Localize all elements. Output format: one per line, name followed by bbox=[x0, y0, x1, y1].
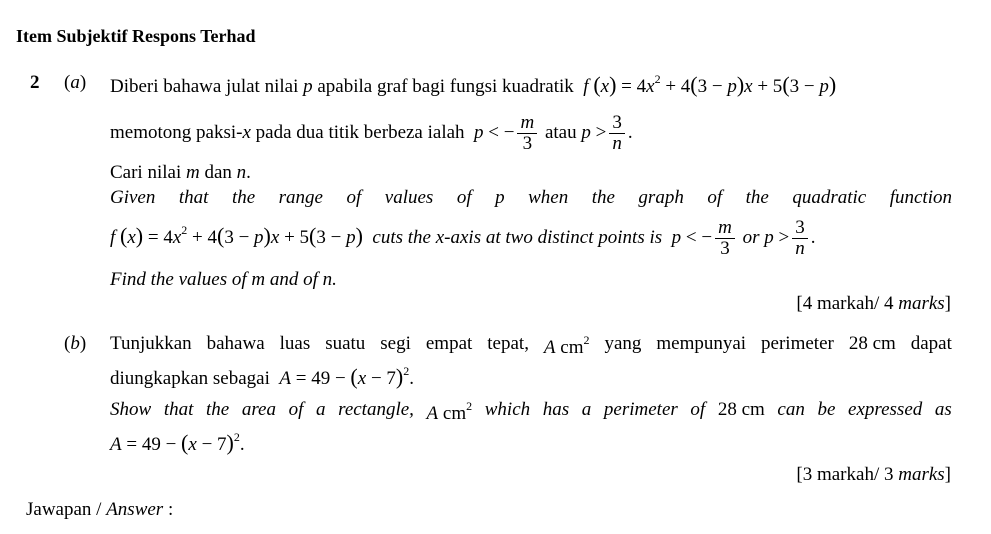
part-b-label: (b) bbox=[64, 333, 87, 354]
question-number: 2 bbox=[30, 72, 40, 93]
part-a-english-line3: Find the values of m and of n. bbox=[110, 269, 337, 290]
area-expression: $A = 49 - (x - 7)^2$. bbox=[279, 364, 414, 389]
part-b-english-line1: Show that the area of a rectangle, A $cm^2$ which has a perimeter of 28 cm can be expressed as bbox=[110, 399, 952, 424]
connector-malay: atau bbox=[544, 121, 577, 143]
part-a-label: (a) bbox=[64, 72, 87, 93]
part-b-english-line2: $A = 49 - (x - 7)^2$. bbox=[110, 430, 245, 455]
part-a-malay-line2: memotong paksi-x pada dua titik berbeza ialah p < − $\frac{m}{3}$ atau p > $\frac{3}{n}$ . bbox=[110, 112, 633, 154]
part-a-english-line2: f $(x) = 4x^2 + 4(3 - p)x + 5(3 - p)$ cuts the x-axis at two distinct points is p < − $\frac{m}{3}$ or p > $\frac{3}{n}$ . bbox=[110, 217, 816, 259]
function-expression: f $(x) = 4x^2 + 4(3 - p)x + 5(3 - p)$ bbox=[583, 72, 837, 97]
connector-english: or bbox=[742, 226, 760, 248]
section-title: Item Subjektif Respons Terhad bbox=[16, 26, 256, 46]
part-b-marks: [3 markah/ 3 marks] bbox=[796, 464, 951, 485]
part-a-malay-line3: Cari nilai m dan n. bbox=[110, 162, 251, 183]
range-left: p < − $\frac{m}{3}$ bbox=[474, 122, 540, 143]
part-a-marks: [4 markah/ 4 marks] bbox=[796, 293, 951, 314]
part-a-malay-line1: Diberi bahawa julat nilai p apabila graf bagi fungsi kuadratik f $(x) = 4x^2 + 4(3 - p)x + 5(3 - p)$ bbox=[110, 72, 837, 97]
part-a-english-line1: Given that the range of values of p when the graph of the quadratic function bbox=[110, 187, 952, 208]
answer-label: Jawapan / Answer : bbox=[26, 499, 174, 520]
part-b-malay-line1: Tunjukkan bahawa luas suatu segi empat tepat, A $cm^2$ yang mempunyai perimeter 28 cm dapat bbox=[110, 333, 952, 358]
range-right: p > $\frac{3}{n}$ . bbox=[581, 112, 633, 154]
part-b-malay-line2: diungkapkan sebagai $A = 49 - (x - 7)^2$. bbox=[110, 364, 414, 389]
